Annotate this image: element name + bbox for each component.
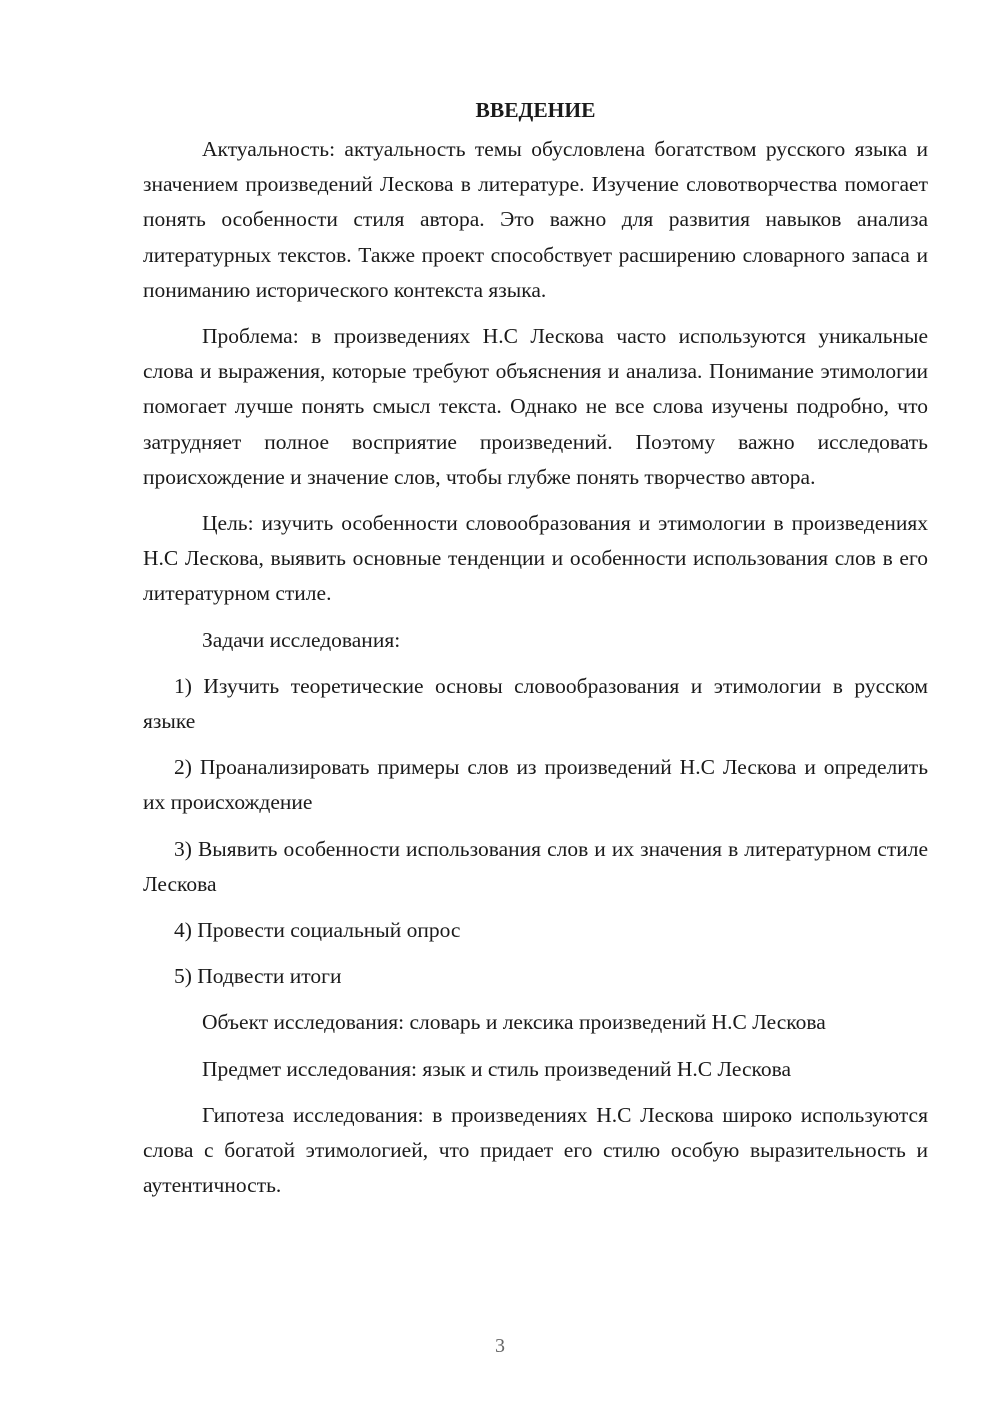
- tasks-label: Задачи исследования:: [202, 627, 401, 652]
- goal-paragraph: Цель: изучить особенности словообразования и этимологии в произведениях Н.С Лескова, выявить основные тенденции и особенности использования слов в его литературном стиле.: [143, 511, 928, 606]
- object-paragraph: Объект исследования: словарь и лексика произведений Н.С Лескова: [202, 1010, 826, 1035]
- problem-paragraph: Проблема: в произведениях Н.С Лескова часто используются уникальные слова и выражения, которые требуют объяснения и анализа. Понимание этимологии помогает лучше понять смысл текста. Однако не все слова изучены подробно, что затрудняет полное восприятие произведений. Поэтому важно исследовать происхождение и значение слов, чтобы глубже понять творчество автора.: [143, 324, 928, 489]
- page-number: 3: [495, 1335, 505, 1357]
- task-item: 2) Проанализировать примеры слов из произведений Н.С Лескова и определить их происхождение: [143, 755, 928, 815]
- task-item: 3) Выявить особенности использования слов и их значения в литературном стиле Лескова: [143, 836, 928, 896]
- hypothesis-paragraph: Гипотеза исследования: в произведениях Н.С Лескова широко используются слова с богатой этимологией, что придает его стилю особую выразительность и аутентичность.: [143, 1102, 928, 1198]
- page-title: ВВЕДЕНИЕ: [475, 98, 596, 122]
- document-page: [143, 92, 928, 1203]
- relevance-paragraph: Актуальность: актуальность темы обусловлена богатством русского языка и значением произведений Лескова в литературе. Изучение словотворчества помогает понять особенности стиля автора. Это важно для развития навыков анализа литературных текстов. Также проект способствует расширению словарного запаса и пониманию исторического контекста языка.: [143, 137, 928, 302]
- subject-paragraph: Предмет исследования: язык и стиль произведений Н.С Лескова: [202, 1056, 792, 1081]
- task-item: 1) Изучить теоретические основы словообразования и этимологии в русском языке: [143, 673, 928, 734]
- task-item: 5) Подвести итоги: [174, 964, 342, 989]
- task-item: 4) Провести социальный опрос: [174, 918, 461, 943]
